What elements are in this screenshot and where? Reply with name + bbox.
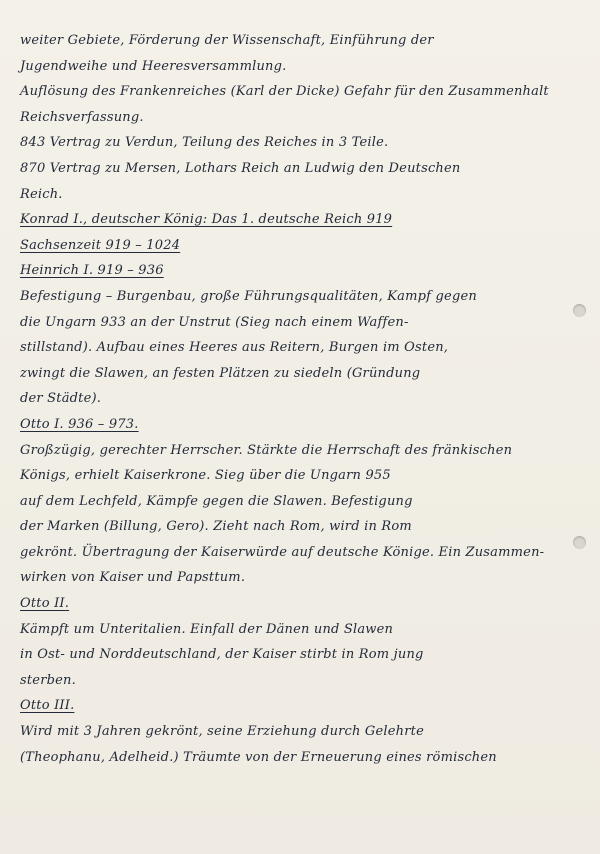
text-line: sterben. xyxy=(20,672,76,688)
text-line: zwingt die Slawen, an festen Plätzen zu siedeln (Gründung xyxy=(20,365,421,381)
section-heading: Konrad I., deutscher König: Das 1. deutsche Reich 919 xyxy=(20,212,393,228)
text-line: Reichsverfassung. xyxy=(20,109,144,125)
text-line: der Marken (Billung, Gero). Zieht nach Rom, wird in Rom xyxy=(20,519,412,535)
text-line: weiter Gebiete, Förderung der Wissenschaft, Einführung der xyxy=(20,33,434,48)
text-line: stillstand). Aufbau eines Heeres aus Reitern, Burgen im Osten, xyxy=(20,340,449,356)
text-line: wirken von Kaiser und Papsttum. xyxy=(20,570,246,586)
section-heading: Otto III. xyxy=(20,698,75,714)
punch-hole xyxy=(573,536,586,549)
text-line: der Städte). xyxy=(20,391,102,407)
text-line: 843 Vertrag zu Verdun, Teilung des Reiches in 3 Teile. xyxy=(20,135,389,151)
text-line: Befestigung – Burgenbau, große Führungsqualitäten, Kampf gegen xyxy=(20,288,477,304)
text-line: Auflösung des Frankenreiches (Karl der Dicke) Gefahr für den Zusammenhalt xyxy=(20,84,549,100)
section-heading: Sachsenzeit 919 – 1024 xyxy=(20,237,181,253)
text-line: auf dem Lechfeld, Kämpfe gegen die Slawen. Befestigung xyxy=(20,493,413,509)
text-line: in Ost- und Norddeutschland, der Kaiser stirbt in Rom jung xyxy=(20,647,424,663)
handwritten-text xyxy=(20,28,549,770)
text-line: 870 Vertrag zu Mersen, Lothars Reich an Ludwig den Deutschen xyxy=(20,160,461,176)
text-line: Großzügig, gerechter Herrscher. Stärkte die Herrschaft des fränkischen xyxy=(20,442,513,458)
text-line: gekrönt. Übertragung der Kaiserwürde auf deutsche Könige. Ein Zusammen- xyxy=(20,544,545,560)
punch-hole xyxy=(573,304,586,317)
section-heading: Otto I. 936 – 973. xyxy=(20,416,139,432)
text-line: Reich. xyxy=(20,186,63,202)
text-line: Jugendweihe und Heeresversammlung. xyxy=(20,58,287,74)
text-line: Wird mit 3 Jahren gekrönt, seine Erziehung durch Gelehrte xyxy=(20,724,424,740)
text-line: Kämpft um Unteritalien. Einfall der Dänen und Slawen xyxy=(20,621,394,637)
text-line: die Ungarn 933 an der Unstrut (Sieg nach einem Waffen- xyxy=(20,314,409,330)
section-heading: Otto II. xyxy=(20,596,70,612)
text-line: Königs, erhielt Kaiserkrone. Sieg über die Ungarn 955 xyxy=(20,468,391,484)
section-heading: Heinrich I. 919 – 936 xyxy=(20,263,164,279)
text-line: (Theophanu, Adelheid.) Träumte von der Erneuerung eines römischen xyxy=(20,749,497,765)
